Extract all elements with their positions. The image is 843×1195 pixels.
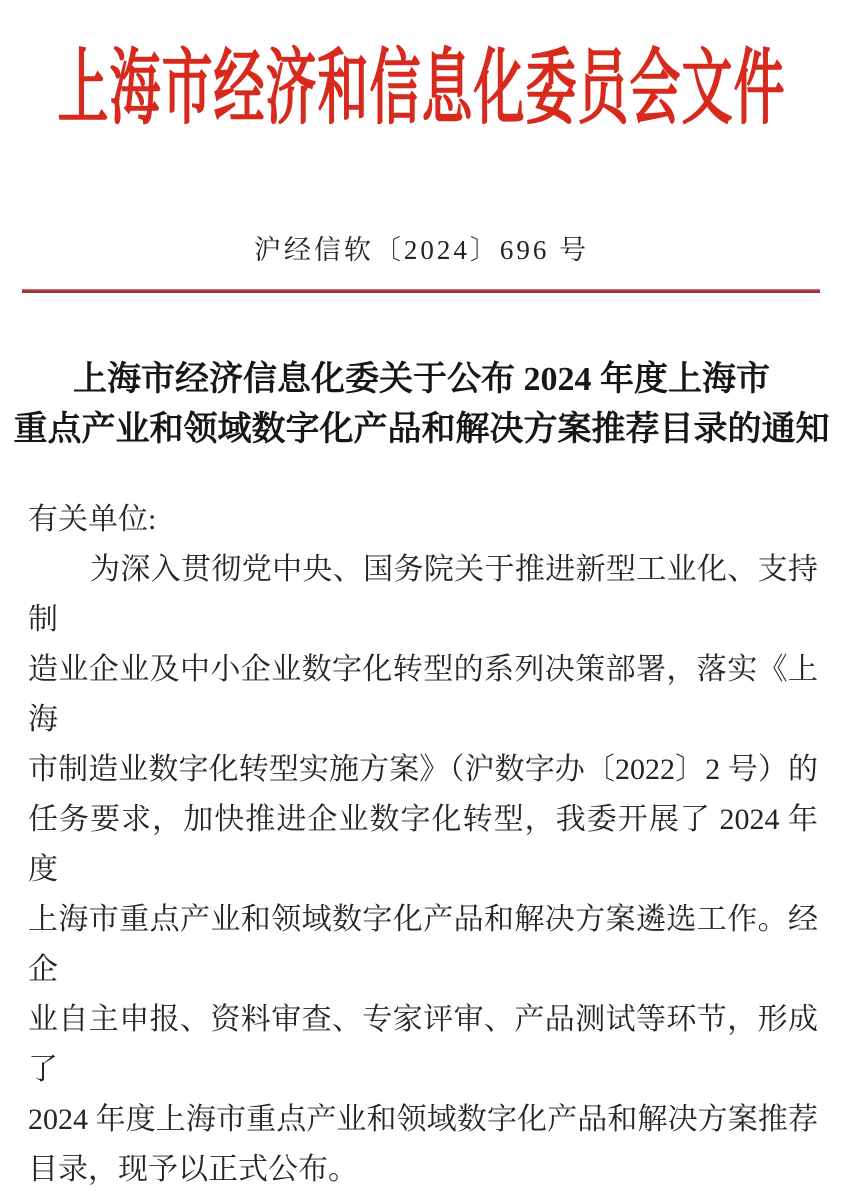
paragraph-line: 市制造业数字化转型实施方案》（沪数字办〔2022〕2 号）的 bbox=[28, 753, 818, 786]
document-body bbox=[0, 495, 843, 1195]
paragraph-line: 为深入贯彻党中央、国务院关于推进新型工业化、支持制 bbox=[28, 553, 818, 636]
red-divider-rule bbox=[22, 289, 820, 293]
paragraph-line: 2024 年度上海市重点产业和领域数字化产品和解决方案推荐 bbox=[28, 1103, 818, 1136]
document-number: 沪经信软〔2024〕696 号 bbox=[253, 235, 590, 265]
paragraph-line: 任务要求，加快推进企业数字化转型，我委开展了 2024 年度 bbox=[28, 803, 818, 886]
paragraph-line: 目录，现予以正式公布。 bbox=[28, 1153, 358, 1186]
document-title bbox=[0, 355, 843, 455]
paragraph-line: 上海市重点产业和领域数字化产品和解决方案遴选工作。经企 bbox=[28, 903, 818, 986]
paragraph-line: 业自主申报、资料审查、专家评审、产品测试等环节，形成了 bbox=[28, 1003, 818, 1086]
salutation: 有关单位: bbox=[28, 503, 157, 536]
document-title-line-1: 上海市经济信息化委关于公布 2024 年度上海市 bbox=[73, 361, 770, 398]
letterhead-agency-title: 上海市经济和信息化委员会文件 bbox=[57, 44, 786, 136]
document-page bbox=[0, 44, 843, 1186]
document-title-line-2: 重点产业和领域数字化产品和解决方案推荐目录的通知 bbox=[13, 411, 830, 448]
paragraph-line: 造业企业及中小企业数字化转型的系列决策部署，落实《上海 bbox=[28, 653, 818, 736]
